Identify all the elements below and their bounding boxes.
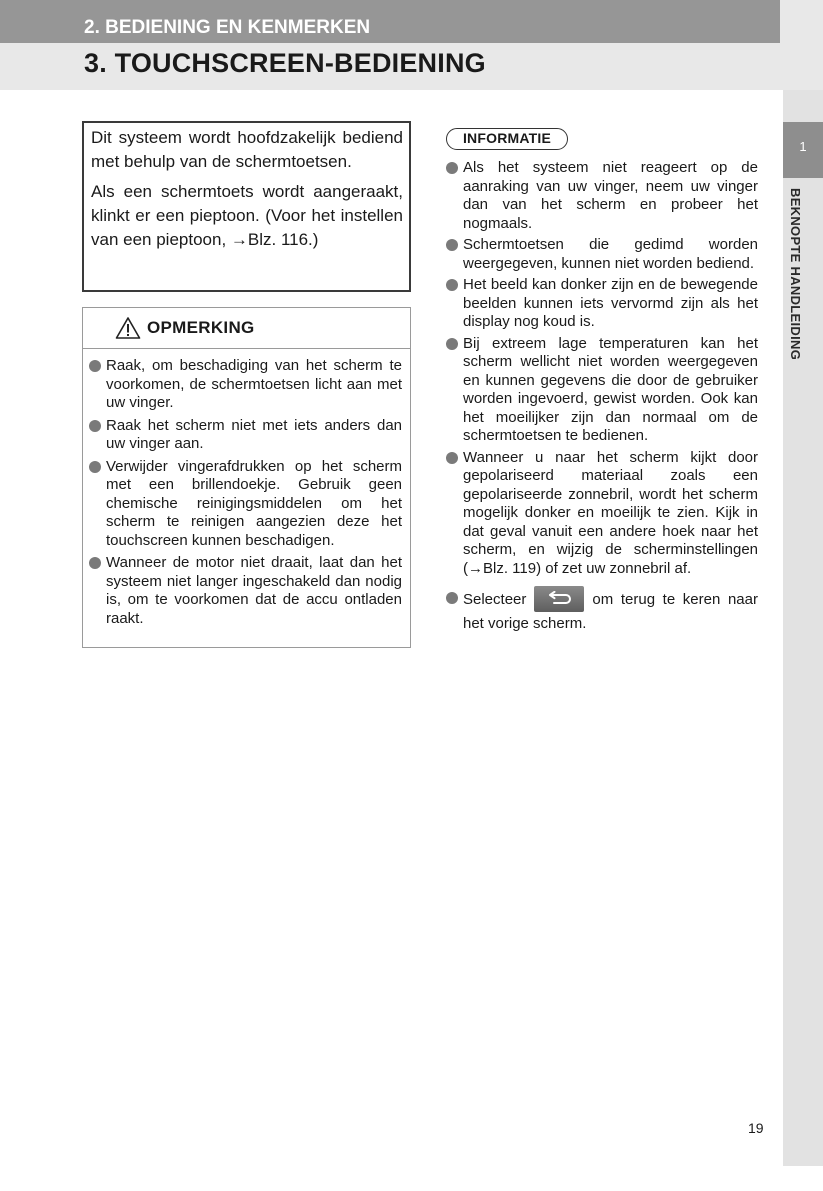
- bullet-icon: [446, 452, 458, 464]
- notice-item: [89, 417, 402, 454]
- bullet-icon: [446, 239, 458, 251]
- notice-item-text: Raak het scherm niet met iets anders dan uw vinger aan.: [106, 416, 402, 452]
- information-item: [446, 335, 758, 446]
- information-item-text: Wanneer u naar het scherm kijkt door gepolariseerd materiaal zoals een gepolariseerde zonnebril, wordt het scherm mogelijk donker en moeilijk te zien. Kijk in dat geval vanuit een andere hoek naar het scherm, en wijzig de scherminstellingen (→Blz. 119) of zet uw zonnebril af.: [463, 448, 758, 577]
- bullet-icon: [89, 557, 101, 569]
- notice-item: [89, 554, 402, 628]
- bullet-icon: [446, 592, 458, 604]
- bullet-icon: [89, 360, 101, 372]
- notice-header: [83, 308, 410, 349]
- intro-paragraph: Dit systeem wordt hoofdzakelijk bediend met behulp van de schermtoetsen.: [91, 128, 403, 171]
- information-item-text: Schermtoetsen die gedimd worden weergegeven, kunnen niet worden bediend.: [463, 236, 758, 272]
- bullet-icon: [446, 162, 458, 174]
- select-text-after: om terug te keren naar het vorige scherm.: [463, 590, 758, 632]
- information-item-text: Bij extreem lage temperaturen kan het scherm wellicht niet worden weergegeven en kunnen gegevens die door de gebruiker worden ingevoerd, gewist worden. Ook kan het moeilijker zijn dan normaal om de schermtoetsen te bedienen.: [463, 334, 758, 444]
- information-list: [446, 159, 758, 638]
- information-label: INFORMATIE: [446, 128, 568, 150]
- notice-item-text: Verwijder vingerafdrukken op het scherm met een brillendoekje. Gebruik geen chemische reinigingsmiddelen om het scherm te reinigen aangezien deze het touchscreen kunnen beschadigen.: [106, 457, 402, 549]
- intro-box: [82, 121, 411, 292]
- chapter-tab: 1: [783, 122, 823, 178]
- intro-paragraph: Als een schermtoets wordt aangeraakt, klinkt er een pieptoon. (Voor het instellen van een pieptoon, →Blz. 116.): [91, 182, 403, 249]
- page-number: 19: [748, 1120, 764, 1136]
- information-item-back: [446, 587, 758, 635]
- notice-box: [82, 307, 411, 648]
- notice-item-text: Raak, om beschadiging van het scherm te voorkomen, de schermtoetsen licht aan met uw vinger.: [106, 357, 402, 411]
- select-text: Selecteer: [463, 590, 527, 608]
- notice-item: [89, 357, 402, 413]
- bullet-icon: [446, 279, 458, 291]
- information-item: [446, 159, 758, 233]
- warning-triangle-icon: [115, 316, 141, 340]
- back-button[interactable]: [534, 586, 584, 612]
- notice-title: OPMERKING: [147, 318, 255, 337]
- page-title: 3. TOUCHSCREEN-BEDIENING: [84, 48, 486, 78]
- information-item: [446, 449, 758, 579]
- notice-item-text: Wanneer de motor niet draait, laat dan het systeem niet langer ingeschakeld dan nodig is, om te voorkomen dat de accu ontladen raakt.: [106, 554, 402, 627]
- notice-item: [89, 458, 402, 551]
- information-item: [446, 236, 758, 273]
- back-arrow-icon: [544, 591, 574, 607]
- chapter-label: BEKNOPTE HANDLEIDING: [788, 188, 803, 361]
- bullet-icon: [89, 420, 101, 432]
- information-item: [446, 276, 758, 332]
- section-title: 2. BEDIENING EN KENMERKEN: [84, 17, 371, 38]
- section-header: [0, 0, 780, 43]
- information-item-text: Het beeld kan donker zijn en de bewegende beelden kunnen iets vervormd zijn als het display nog koud is.: [463, 276, 758, 330]
- bullet-icon: [446, 338, 458, 350]
- notice-list: [83, 349, 410, 628]
- bullet-icon: [89, 461, 101, 473]
- information-item-text: Als het systeem niet reageert op de aanraking van uw vinger, neem uw vinger dan van het scherm en probeer het nogmaals.: [463, 159, 758, 232]
